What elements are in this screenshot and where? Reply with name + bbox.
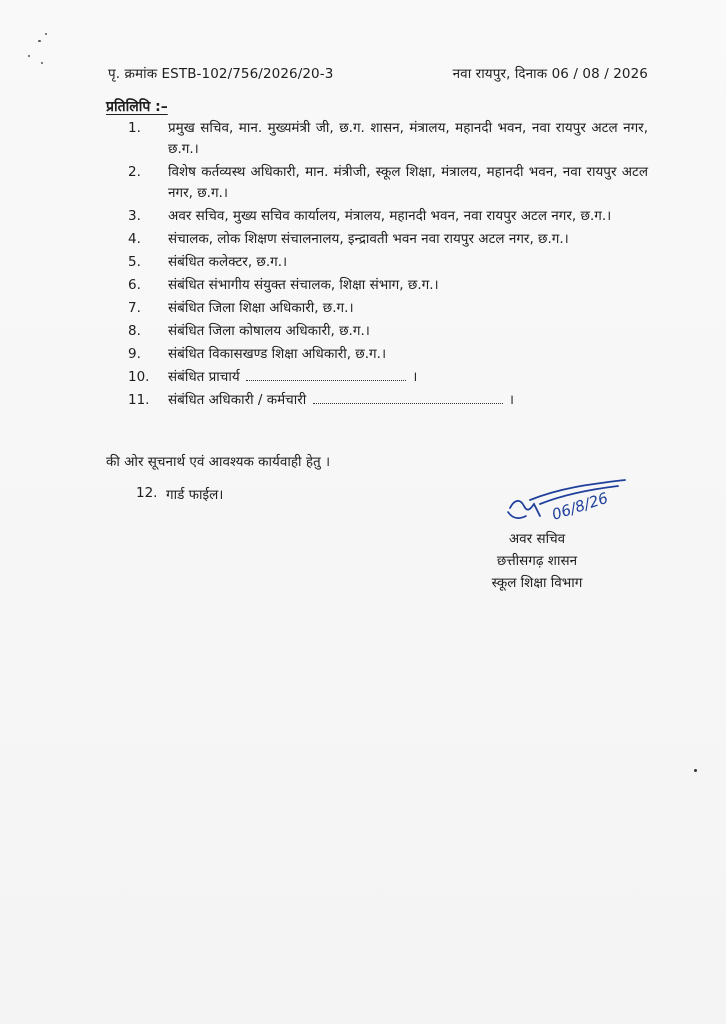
list-item xyxy=(128,367,648,388)
item-end-mark: । xyxy=(412,369,418,385)
scan-speck xyxy=(28,55,30,57)
item-end-mark: । xyxy=(508,392,514,408)
item-text-with-blank xyxy=(168,367,648,388)
item-text: संबंधित अधिकारी / कर्मचारी xyxy=(168,392,307,408)
signatory-designation: अवर सचिव xyxy=(508,531,566,547)
scan-speck xyxy=(694,769,697,772)
reference-number: पृ. क्रमांक ESTB-102/756/2026/20-3 xyxy=(108,66,334,82)
list-item xyxy=(128,298,648,319)
item-text: संबंधित जिला शिक्षा अधिकारी, छ.ग.। xyxy=(168,300,354,316)
item-number: 3. xyxy=(128,208,141,224)
item-text: संबंधित संभागीय संयुक्त संचालक, शिक्षा संभाग, छ.ग.। xyxy=(168,277,439,293)
reference-line xyxy=(108,64,648,82)
item-text-with-blank xyxy=(168,390,648,411)
scan-speck xyxy=(45,33,47,35)
scan-speck xyxy=(41,62,43,64)
item-text: संबंधित जिला कोषालय अधिकारी, छ.ग.। xyxy=(168,323,370,339)
list-item xyxy=(128,229,648,250)
item-number: 11. xyxy=(128,392,150,408)
copy-heading xyxy=(106,97,168,116)
place-date: नवा रायपुर, दिनाक 06 / 08 / 2026 xyxy=(452,66,648,82)
item-text: संबंधित कलेक्टर, छ.ग.। xyxy=(168,254,288,270)
signature-date: 06/8/26 xyxy=(549,488,611,524)
item-text: प्रमुख सचिव, मान. मुख्यमंत्री जी, छ.ग. शासन, मंत्रालय, महानदी भवन, नवा रायपुर अटल नगर, छ.ग.। xyxy=(168,120,648,157)
signatory-government: छत्तीसगढ़ शासन xyxy=(496,553,578,569)
item-number: 1. xyxy=(128,120,141,136)
item-number: 6. xyxy=(128,277,141,293)
item-number: 2. xyxy=(128,164,141,180)
scan-speck xyxy=(38,40,41,42)
item-text: संचालक, लोक शिक्षण संचालनालय, इन्द्रावती भवन नवा रायपुर अटल नगर, छ.ग.। xyxy=(168,231,569,247)
list-item xyxy=(128,252,648,273)
blank-fill-line xyxy=(246,368,406,381)
item-number: 12. xyxy=(136,485,158,501)
list-item xyxy=(128,118,648,160)
item-number: 4. xyxy=(128,231,141,247)
recipient-list xyxy=(128,118,648,413)
item-number: 9. xyxy=(128,346,141,362)
list-item xyxy=(128,206,648,227)
item-text: संबंधित प्राचार्य xyxy=(168,369,240,385)
item-number: 10. xyxy=(128,369,150,385)
signatory-department: स्कूल शिक्षा विभाग xyxy=(491,575,583,591)
item-text: संबंधित विकासखण्ड शिक्षा अधिकारी, छ.ग.। xyxy=(168,346,387,362)
copy-heading-text: प्रतिलिपि :– xyxy=(106,99,168,115)
signatory-block xyxy=(452,528,622,594)
list-item xyxy=(128,275,648,296)
item-number: 8. xyxy=(128,323,141,339)
item-text: अवर सचिव, मुख्य सचिव कार्यालय, मंत्रालय, महानदी भवन, नवा रायपुर अटल नगर, छ.ग.। xyxy=(168,208,612,224)
handwritten-signature xyxy=(500,470,640,530)
list-item xyxy=(128,390,648,411)
item-text: गार्ड फाईल। xyxy=(166,487,224,503)
item-text: विशेष कर्तव्यस्थ अधिकारी, मान. मंत्रीजी, स्कूल शिक्षा, मंत्रालय, महानदी भवन, नवा रायपुर अटल नगर, छ.ग.। xyxy=(168,164,648,201)
item-number: 7. xyxy=(128,300,141,316)
blank-fill-line xyxy=(313,391,503,404)
item-number: 5. xyxy=(128,254,141,270)
closing-line: की ओर सूचनार्थ एवं आवश्यक कार्यवाही हेतु । xyxy=(106,454,331,470)
list-item xyxy=(128,321,648,342)
list-item xyxy=(128,162,648,204)
list-item xyxy=(128,344,648,365)
guard-file-item xyxy=(136,485,223,503)
